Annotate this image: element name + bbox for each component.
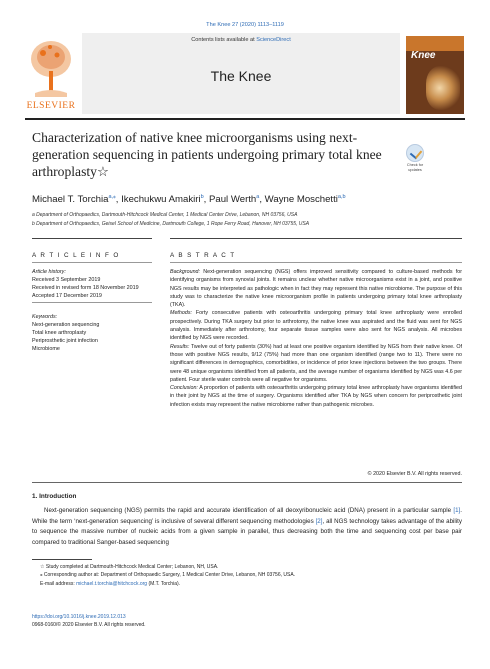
- article-info-heading: A R T I C L E I N F O: [32, 252, 120, 259]
- author-affiliation-marker[interactable]: a,⁎: [108, 194, 116, 200]
- article-info-rule: [32, 238, 152, 239]
- abstract-text: A proportion of patients with osteoarthritis undergoing primary total knee arthroplasty have organisms identified in their joint by NGS at the time of surgery. Organisms identified after TKA by NGS when concern for periprosthetic joint infection exists may represent the native microbiome rather than pathogenic microbes.: [170, 385, 462, 408]
- article-info-rule-lower: [32, 262, 152, 263]
- citation-link[interactable]: [1]: [453, 507, 461, 514]
- journal-name: The Knee: [210, 68, 272, 84]
- cover-band: [406, 36, 464, 51]
- history-item: Received in revised form 18 November 2019: [32, 285, 139, 291]
- keywords-heading: Keywords:: [32, 314, 58, 320]
- affiliations: [32, 211, 452, 228]
- email-prefix: E-mail address:: [40, 580, 77, 587]
- introduction-paragraph: [32, 506, 462, 548]
- issn-copyright: 0968-0160/© 2020 Elsevier B.V. All rights reserved.: [32, 621, 146, 628]
- author-affiliation-marker[interactable]: a: [256, 194, 260, 200]
- author-affiliation-marker[interactable]: a,b: [337, 194, 346, 200]
- footnotes: [32, 563, 462, 588]
- sciencedirect-link[interactable]: ScienceDirect: [256, 37, 291, 43]
- abstract-rule-lower: [170, 262, 462, 263]
- abstract-background: [170, 268, 462, 309]
- header-divider: [25, 118, 465, 120]
- author-name[interactable]: Michael T. Torchia: [32, 194, 109, 206]
- footnote-rule: [32, 559, 92, 560]
- intro-text-segment: . While the term ‘next-generation sequencing’ is inclusive of several different sequencing methodologies: [32, 507, 462, 525]
- abstract-text: Forty consecutive patients with osteoarthritis undergoing primary total knee arthroplasty were enrolled prospectively. During TKA surgery but prior to arthrotomy, the native knee was aspirated and the fluid was sent for NGS analysis. Immediately after arthrotomy, four separate tissue samples were also sent for NGS analysis. All microbes identified by NGS were recorded.: [170, 310, 462, 342]
- author-list: Michael T. Torchia$^{a,⁎}$, Ikechukwu Amakiri$^b$, Paul Werth$^a$, Wayne Moschetti$^{a,b}$: [32, 194, 346, 206]
- check-for-updates-button[interactable]: [400, 144, 430, 172]
- abstract-heading: A B S T R A C T: [170, 252, 236, 259]
- elsevier-tree-logo-icon: [25, 35, 77, 103]
- abstract-label: Conclusion:: [170, 385, 198, 392]
- article-title: Characterization of native knee microorganisms using next-generation sequencing in patients undergoing primary total knee arthroplasty☆: [32, 130, 382, 179]
- contents-prefix: Contents lists available at: [191, 37, 255, 43]
- history-item: Accepted 17 December 2019: [32, 293, 102, 299]
- author-name[interactable]: Ikechukwu Amakiri: [121, 194, 201, 206]
- introduction-heading: 1. Introduction: [32, 493, 77, 500]
- abstract-copyright: © 2020 Elsevier B.V. All rights reserved.: [367, 471, 462, 477]
- keyword-item: Microbiome: [32, 346, 60, 352]
- intro-text-segment: , all NGS technology takes advantage of the ability to sequence the massive number of nucleic acids from a given sample in parallel, thus decreasing both the time and sequencing cost per base pair compared to traditional Sanger-based sequencing: [32, 517, 462, 546]
- email-link[interactable]: michael.t.torchia@hitchcock.org: [76, 580, 148, 587]
- abstract-label: Background:: [170, 269, 201, 275]
- history-item: Received 3 September 2019: [32, 277, 101, 283]
- abstract-text: Next-generation sequencing (NGS) offers improved sensitivity compared to culture-based methods for identifying organisms from synovial joints. It remains unclear whether native microorganisms exist in a joint, and positive NGS results may be interpreted as pathologic when in fact they may represent this native microbiome. The purpose of this study was to characterize the native knee microorganism profile in patients undergoing primary total knee arthroplasty (TKA).: [170, 269, 462, 309]
- abstract-text: Twelve out of forty patients (30%) had at least one positive organism identified by NGS from their native knee. Of those with positive NGS results, 9/12 (75%) had more than one organism identified (range two to 11). There were no significant differences in demographics, comorbidities, or incidence of prior knee injections between the two groups. There were 48 unique organisms identified from all patients, and the average number of organisms identified by NGS was 4.6 per patient. Four sterile water controls were all negative for organisms.: [170, 343, 462, 383]
- keyword-item: Next-generation sequencing: [32, 322, 100, 328]
- abstract-methods: [170, 309, 462, 342]
- affiliation-b: b Department of Orthopaedics, Geisel School of Medicine, Dartmouth College, 1 Rope Ferry Road, Hanover, NH 03755, USA: [32, 220, 310, 227]
- author-name[interactable]: Paul Werth: [208, 194, 257, 206]
- article-history: [32, 268, 157, 300]
- citation-link[interactable]: [2]: [315, 517, 323, 525]
- doi-block: [32, 614, 146, 629]
- article-info-separator: [32, 302, 152, 303]
- author-affiliation-marker[interactable]: b: [200, 194, 204, 200]
- journal-citation[interactable]: The Knee 27 (2020) 1113–1119: [206, 22, 284, 28]
- elsevier-wordmark: ELSEVIER: [26, 101, 76, 111]
- cover-title: Knee: [411, 50, 436, 61]
- keywords: [32, 313, 157, 353]
- abstract-conclusion: [170, 384, 462, 409]
- intro-text-segment: Next-generation sequencing (NGS) permits the rapid and accurate identification of all deoxyribonucleic acid (DNA) present in a particular sample: [44, 507, 454, 514]
- affiliation-a: a Department of Orthopaedics, Dartmouth-Hitchcock Medical Center, 1 Medical Center Drive, Lebanon, NH 03756, USA: [32, 212, 298, 218]
- abstract-label: Results:: [170, 343, 190, 350]
- history-heading: Article history:: [32, 269, 66, 275]
- footnote-corresponding-author: ⁎ Corresponding author at: Department of Orthopaedic Surgery, 1 Medical Center Drive, Lebanon, NH 03756, USA.: [40, 572, 296, 579]
- footnote-study-location: ☆ Study completed at Dartmouth-Hitchcock Medical Center; Lebanon, NH, USA.: [40, 564, 219, 570]
- journal-cover-image[interactable]: [406, 36, 464, 114]
- abstract-end-rule: [32, 482, 462, 483]
- check-updates-label: Check for updates: [406, 163, 424, 172]
- contents-available-line: [82, 37, 400, 43]
- author-name[interactable]: Wayne Moschetti: [264, 194, 338, 206]
- email-suffix: (M.T. Torchia).: [147, 580, 181, 587]
- footnote-email: [32, 580, 462, 588]
- abstract-results: [170, 343, 462, 384]
- check-updates-icon: [406, 144, 424, 162]
- abstract-label: Methods:: [170, 310, 192, 317]
- cover-artwork: [426, 66, 460, 110]
- keyword-item: Total knee arthroplasty: [32, 330, 87, 336]
- doi-link[interactable]: https://doi.org/10.1016/j.knee.2019.12.013: [32, 614, 126, 620]
- keyword-item: Periprosthetic joint infection: [32, 338, 98, 344]
- abstract-rule: [170, 238, 462, 239]
- abstract-body: [170, 268, 462, 409]
